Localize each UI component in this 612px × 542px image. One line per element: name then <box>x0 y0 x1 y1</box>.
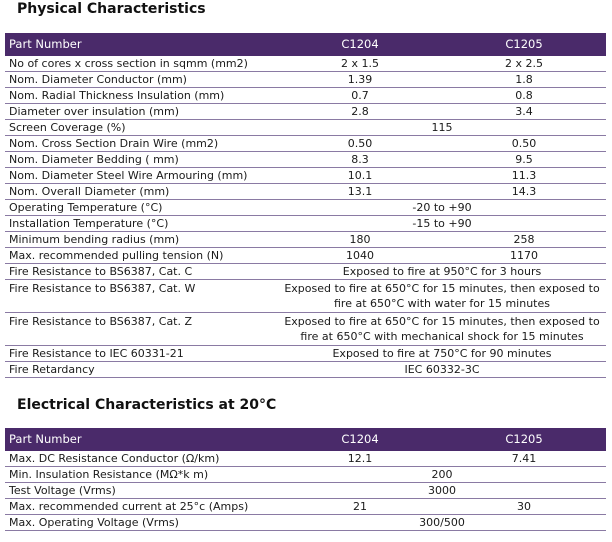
row-label: No of cores x cross section in sqmm (mm2) <box>5 56 278 72</box>
row-label: Max. DC Resistance Conductor (Ω/km) <box>5 451 278 467</box>
row-label: Installation Temperature (°C) <box>5 216 278 232</box>
table-row <box>5 467 606 483</box>
row-shared-value: Exposed to fire at 650°C for 15 minutes, then exposed to fire at 650°C with mechanical shock for 15 minutes <box>278 313 606 346</box>
row-label: Nom. Diameter Bedding ( mm) <box>5 152 278 168</box>
table-row <box>5 104 606 120</box>
row-shared-value: -15 to +90 <box>278 216 606 232</box>
c1204-value: 13.1 <box>278 184 442 200</box>
table-row <box>5 515 606 531</box>
c1204-value: 10.1 <box>278 168 442 184</box>
table-row <box>5 200 606 216</box>
table-row <box>5 313 606 346</box>
row-label: Nom. Radial Thickness Insulation (mm) <box>5 88 278 104</box>
c1205-value: 11.3 <box>442 168 606 184</box>
table-row <box>5 120 606 136</box>
table-row <box>5 232 606 248</box>
c1204-value: 0.7 <box>278 88 442 104</box>
physical-characteristics-table <box>5 33 606 378</box>
row-label: Fire Retardancy <box>5 362 278 378</box>
part-c1204-header: C1204 <box>278 428 442 451</box>
table-row <box>5 280 606 313</box>
table-row <box>5 499 606 515</box>
row-shared-value: 115 <box>278 120 606 136</box>
row-label: Min. Insulation Resistance (MΩ*k m) <box>5 467 278 483</box>
c1204-value: 21 <box>278 499 442 515</box>
row-shared-value: 300/500 <box>278 515 606 531</box>
table-row <box>5 483 606 499</box>
c1205-value: 2 x 2.5 <box>442 56 606 72</box>
c1204-value: 180 <box>278 232 442 248</box>
c1204-value: 2 x 1.5 <box>278 56 442 72</box>
c1205-value: 7.41 <box>442 451 606 467</box>
row-shared-value: IEC 60332-3C <box>278 362 606 378</box>
c1204-value: 12.1 <box>278 451 442 467</box>
table-row <box>5 346 606 362</box>
table-header-row <box>5 428 606 451</box>
row-label: Fire Resistance to IEC 60331-21 <box>5 346 278 362</box>
electrical-characteristics-table <box>5 428 606 531</box>
table-row <box>5 136 606 152</box>
part-c1205-header: C1205 <box>442 33 606 56</box>
part-c1205-header: C1205 <box>442 428 606 451</box>
c1205-value: 30 <box>442 499 606 515</box>
table-row <box>5 362 606 378</box>
row-label: Nom. Cross Section Drain Wire (mm2) <box>5 136 278 152</box>
physical-characteristics-title: Physical Characteristics <box>17 1 206 17</box>
row-label: Diameter over insulation (mm) <box>5 104 278 120</box>
table-row <box>5 248 606 264</box>
table-row <box>5 168 606 184</box>
c1205-value: 0.8 <box>442 88 606 104</box>
row-label: Max. recommended current at 25°c (Amps) <box>5 499 278 515</box>
row-label: Fire Resistance to BS6387, Cat. Z <box>5 313 278 346</box>
part-number-header: Part Number <box>5 428 278 451</box>
row-label: Nom. Overall Diameter (mm) <box>5 184 278 200</box>
row-shared-value: Exposed to fire at 650°C for 15 minutes, then exposed to fire at 650°C with water for 15 minutes <box>278 280 606 313</box>
c1205-value: 14.3 <box>442 184 606 200</box>
c1205-value: 9.5 <box>442 152 606 168</box>
c1204-value: 1.39 <box>278 72 442 88</box>
row-shared-value: Exposed to fire at 950°C for 3 hours <box>278 264 606 280</box>
part-number-header: Part Number <box>5 33 278 56</box>
row-label: Max. Operating Voltage (Vrms) <box>5 515 278 531</box>
electrical-characteristics-title: Electrical Characteristics at 20°C <box>17 397 277 413</box>
c1204-value: 2.8 <box>278 104 442 120</box>
table-row <box>5 184 606 200</box>
row-label: Screen Coverage (%) <box>5 120 278 136</box>
table-row <box>5 216 606 232</box>
table-header-row <box>5 33 606 56</box>
c1204-value: 0.50 <box>278 136 442 152</box>
row-label: Max. recommended pulling tension (N) <box>5 248 278 264</box>
table-row <box>5 88 606 104</box>
row-label: Test Voltage (Vrms) <box>5 483 278 499</box>
c1205-value: 258 <box>442 232 606 248</box>
row-shared-value: Exposed to fire at 750°C for 90 minutes <box>278 346 606 362</box>
row-label: Fire Resistance to BS6387, Cat. C <box>5 264 278 280</box>
table-row <box>5 152 606 168</box>
table-row <box>5 72 606 88</box>
c1204-value: 8.3 <box>278 152 442 168</box>
row-label: Operating Temperature (°C) <box>5 200 278 216</box>
c1205-value: 1.8 <box>442 72 606 88</box>
c1204-value: 1040 <box>278 248 442 264</box>
table-row <box>5 451 606 467</box>
c1205-value: 1170 <box>442 248 606 264</box>
c1205-value: 0.50 <box>442 136 606 152</box>
c1205-value: 3.4 <box>442 104 606 120</box>
table-row <box>5 56 606 72</box>
row-label: Nom. Diameter Steel Wire Armouring (mm) <box>5 168 278 184</box>
row-label: Fire Resistance to BS6387, Cat. W <box>5 280 278 313</box>
part-c1204-header: C1204 <box>278 33 442 56</box>
row-label: Minimum bending radius (mm) <box>5 232 278 248</box>
row-shared-value: 200 <box>278 467 606 483</box>
table-row <box>5 264 606 280</box>
row-shared-value: -20 to +90 <box>278 200 606 216</box>
row-label: Nom. Diameter Conductor (mm) <box>5 72 278 88</box>
row-shared-value: 3000 <box>278 483 606 499</box>
